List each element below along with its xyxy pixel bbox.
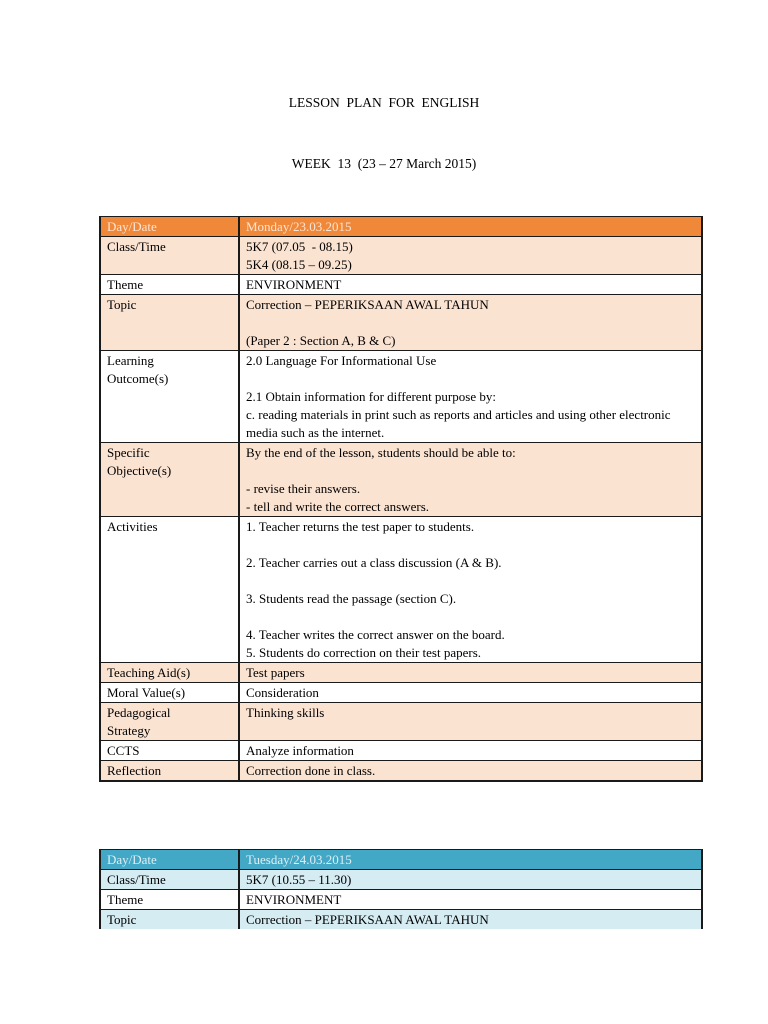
blank-line bbox=[246, 314, 695, 332]
class-time-label-cell bbox=[100, 237, 239, 275]
specific-objective-s-value-text: By the end of the lesson, students should be able to: bbox=[246, 445, 516, 460]
document-title: LESSON PLAN FOR ENGLISH bbox=[288, 95, 480, 110]
topic-value-text: Correction – PEPERIKSAAN AWAL TAHUN bbox=[246, 297, 489, 312]
topic-value-cell bbox=[239, 295, 702, 351]
theme-value-cell bbox=[239, 890, 702, 910]
specific-objective-s-value-text: - revise their answers. bbox=[246, 481, 361, 496]
theme-value-text: ENVIRONMENT bbox=[246, 892, 342, 907]
row-moral-value-s bbox=[100, 683, 702, 703]
learning-outcome-s-value-text: 2.1 Obtain information for different purpose by: bbox=[246, 389, 496, 404]
activities-value-text: 3. Students read the passage (section C). bbox=[246, 591, 457, 606]
ccts-label-cell bbox=[100, 741, 239, 761]
topic-value-cell bbox=[239, 910, 702, 930]
theme-label-text: Theme bbox=[107, 892, 144, 907]
learning-outcome-s-label-cell bbox=[100, 351, 239, 443]
specific-objective-s-value-text: - tell and write the correct answers. bbox=[246, 499, 430, 514]
day-date-value-cell bbox=[239, 217, 702, 237]
lesson-plan-table-tuesday bbox=[99, 849, 703, 929]
learning-outcome-s-label-text: Learning bbox=[107, 353, 154, 368]
class-time-value-text: 5K7 (07.05 - 08.15) bbox=[246, 239, 353, 254]
theme-label-text: Theme bbox=[107, 277, 144, 292]
pedagogical-strategy-value-text: Thinking skills bbox=[246, 705, 325, 720]
reflection-value-text: Correction done in class. bbox=[246, 763, 376, 778]
activities-value-cell bbox=[239, 517, 702, 663]
moral-value-s-value-text: Consideration bbox=[246, 685, 319, 700]
lesson-plan-table-tuesday-wrapper bbox=[0, 849, 768, 929]
topic-label-text: Topic bbox=[107, 912, 137, 927]
teaching-aid-s-label-cell bbox=[100, 663, 239, 683]
class-time-label-cell bbox=[100, 870, 239, 890]
row-topic bbox=[100, 295, 702, 351]
ccts-value-cell bbox=[239, 741, 702, 761]
day-date-value-cell bbox=[239, 850, 702, 870]
class-time-label-text: Class/Time bbox=[107, 872, 166, 887]
row-reflection bbox=[100, 761, 702, 782]
pedagogical-strategy-value-cell bbox=[239, 703, 702, 741]
moral-value-s-label-text: Moral Value(s) bbox=[107, 685, 186, 700]
blank-line bbox=[246, 370, 695, 388]
ccts-value-text: Analyze information bbox=[246, 743, 354, 758]
pedagogical-strategy-label-text: Strategy bbox=[107, 723, 151, 738]
row-learning-outcome-s bbox=[100, 351, 702, 443]
topic-value-text: (Paper 2 : Section A, B & C) bbox=[246, 333, 396, 348]
activities-label-cell bbox=[100, 517, 239, 663]
topic-value-text: Correction – PEPERIKSAAN AWAL TAHUN bbox=[246, 912, 489, 927]
reflection-label-text: Reflection bbox=[107, 763, 162, 778]
blank-line bbox=[246, 462, 695, 480]
topic-label-text: Topic bbox=[107, 297, 137, 312]
learning-outcome-s-label-text: Outcome(s) bbox=[107, 371, 169, 386]
activities-value-text: 4. Teacher writes the correct answer on the board. bbox=[246, 627, 505, 642]
blank-line bbox=[246, 608, 695, 626]
moral-value-s-label-cell bbox=[100, 683, 239, 703]
class-time-value-cell bbox=[239, 237, 702, 275]
row-class-time bbox=[100, 237, 702, 275]
ccts-label-text: CCTS bbox=[107, 743, 140, 758]
blank-line bbox=[246, 536, 695, 554]
pedagogical-strategy-label-text: Pedagogical bbox=[107, 705, 171, 720]
teaching-aid-s-value-cell bbox=[239, 663, 702, 683]
day-date-label-cell bbox=[100, 217, 239, 237]
learning-outcome-s-value-text: 2.0 Language For Informational Use bbox=[246, 353, 437, 368]
class-time-value-text: 5K4 (08.15 – 09.25) bbox=[246, 257, 352, 272]
reflection-label-cell bbox=[100, 761, 239, 782]
activities-value-text: 1. Teacher returns the test paper to students. bbox=[246, 519, 475, 534]
learning-outcome-s-value-text: c. reading materials in print such as reports and articles and using other electronic media such as the internet. bbox=[246, 407, 674, 440]
row-topic bbox=[100, 910, 702, 930]
topic-label-cell bbox=[100, 910, 239, 930]
specific-objective-s-label-cell bbox=[100, 443, 239, 517]
activities-label-text: Activities bbox=[107, 519, 158, 534]
row-pedagogical-strategy bbox=[100, 703, 702, 741]
row-teaching-aid-s bbox=[100, 663, 702, 683]
activities-value-text: 5. Students do correction on their test papers. bbox=[246, 645, 482, 660]
day-date-label-cell bbox=[100, 850, 239, 870]
row-theme bbox=[100, 890, 702, 910]
row-theme bbox=[100, 275, 702, 295]
pedagogical-strategy-label-cell bbox=[100, 703, 239, 741]
class-time-label-text: Class/Time bbox=[107, 239, 166, 254]
day-date-label-text: Day/Date bbox=[107, 219, 157, 234]
row-activities bbox=[100, 517, 702, 663]
specific-objective-s-label-text: Specific bbox=[107, 445, 150, 460]
day-date-value-text: Monday/23.03.2015 bbox=[246, 219, 352, 234]
day-date-value-text: Tuesday/24.03.2015 bbox=[246, 852, 352, 867]
theme-label-cell bbox=[100, 890, 239, 910]
specific-objective-s-value-cell bbox=[239, 443, 702, 517]
teaching-aid-s-value-text: Test papers bbox=[246, 665, 305, 680]
activities-value-text: 2. Teacher carries out a class discussion (A & B). bbox=[246, 555, 502, 570]
specific-objective-s-label-text: Objective(s) bbox=[107, 463, 172, 478]
class-time-value-text: 5K7 (10.55 – 11.30) bbox=[246, 872, 352, 887]
lesson-plan-table-monday bbox=[99, 216, 703, 782]
theme-label-cell bbox=[100, 275, 239, 295]
week-heading: WEEK 13 (23 – 27 March 2015) bbox=[291, 156, 477, 171]
row-specific-objective-s bbox=[100, 443, 702, 517]
blank-line bbox=[246, 572, 695, 590]
topic-label-cell bbox=[100, 295, 239, 351]
row-class-time bbox=[100, 870, 702, 890]
class-time-value-cell bbox=[239, 870, 702, 890]
moral-value-s-value-cell bbox=[239, 683, 702, 703]
row-day-date bbox=[100, 217, 702, 237]
day-date-label-text: Day/Date bbox=[107, 852, 157, 867]
theme-value-text: ENVIRONMENT bbox=[246, 277, 342, 292]
row-ccts bbox=[100, 741, 702, 761]
teaching-aid-s-label-text: Teaching Aid(s) bbox=[107, 665, 191, 680]
learning-outcome-s-value-cell bbox=[239, 351, 702, 443]
reflection-value-cell bbox=[239, 761, 702, 782]
theme-value-cell bbox=[239, 275, 702, 295]
row-day-date bbox=[100, 850, 702, 870]
